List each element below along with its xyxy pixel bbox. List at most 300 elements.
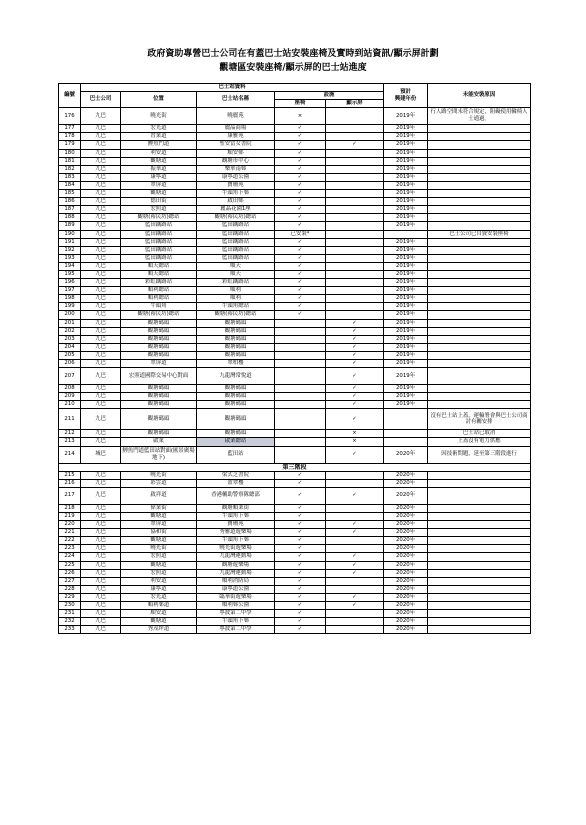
cell-seat: ✓ — [275, 165, 326, 173]
cell-location: 觀塘碼頭 — [121, 343, 197, 351]
cell-stop: 牛頭角下邨 — [197, 537, 275, 545]
cell-location: 順天總站 — [121, 262, 197, 270]
cell-location: 順安道 — [121, 610, 197, 618]
cell-index: 180 — [59, 149, 81, 157]
cell-company: 九巴 — [81, 537, 121, 545]
cell-reason — [428, 335, 531, 343]
cell-seat: ✓ — [275, 254, 326, 262]
cell-seat: ✓ — [275, 238, 326, 246]
table-row — [59, 343, 531, 351]
cell-company: 九巴 — [81, 585, 121, 593]
table-row — [59, 141, 531, 149]
cell-company: 九巴 — [81, 438, 121, 446]
cell-location: 彩虹鐵路站 — [121, 279, 197, 287]
cell-year: 2019年 — [384, 222, 428, 230]
table-row — [59, 446, 531, 463]
header-seat: 座椅 — [275, 100, 326, 108]
cell-seat: ✓ — [275, 618, 326, 626]
cell-company: 九巴 — [81, 529, 121, 537]
cell-reason — [428, 360, 531, 368]
cell-company: 九巴 — [81, 512, 121, 520]
table-body — [59, 108, 531, 634]
cell-reason — [428, 246, 531, 254]
cell-company: 九巴 — [81, 351, 121, 359]
cell-stop: 牛頭角下邨 — [197, 190, 275, 198]
cell-location: 康寧道 — [121, 173, 197, 181]
cell-stop: 牛頭角下邨 — [197, 618, 275, 626]
cell-location: 牛頭角 — [121, 303, 197, 311]
cell-reason: 行人路空間未符合規定，阻礙使用輪椅人士通過。 — [428, 108, 531, 125]
table-row — [59, 504, 531, 512]
cell-display — [326, 173, 384, 181]
cell-display: ✓ — [326, 487, 384, 504]
cell-location: 宏照道國際交易中心對面 — [121, 368, 197, 385]
cell-company: 九巴 — [81, 295, 121, 303]
cell-location: 觀塘道 — [121, 561, 197, 569]
table-row — [59, 230, 531, 238]
cell-year: 2019年 — [384, 125, 428, 133]
cell-display: ✓ — [326, 553, 384, 561]
cell-display — [326, 181, 384, 189]
header-facility: 設施 — [275, 92, 384, 100]
cell-location: 啟業 — [121, 438, 197, 446]
table-row — [59, 279, 531, 287]
cell-reason — [428, 545, 531, 553]
cell-display — [326, 626, 384, 634]
cell-index: 187 — [59, 206, 81, 214]
cell-location: 康寧道 — [121, 585, 197, 593]
cell-seat: ✓ — [275, 181, 326, 189]
cell-location: 宏光道 — [121, 125, 197, 133]
cell-stop: 九龍灣運動場 — [197, 553, 275, 561]
cell-reason: 巴士公司已自資安裝座椅 — [428, 230, 531, 238]
cell-year: 2019年 — [384, 157, 428, 165]
cell-stop: 麗晶花園1座 — [197, 206, 275, 214]
cell-reason — [428, 593, 531, 601]
cell-location: 觀塘道 — [121, 190, 197, 198]
cell-display — [326, 504, 384, 512]
cell-stop: 麗晶商場 — [197, 125, 275, 133]
cell-year: 2019年 — [384, 238, 428, 246]
cell-stop: 盈翠樓 — [197, 479, 275, 487]
cell-index: 176 — [59, 108, 81, 125]
cell-location: 振華道 — [121, 165, 197, 173]
cell-index: 196 — [59, 279, 81, 287]
cell-company: 城巴 — [81, 446, 121, 463]
cell-year: 2019年 — [384, 254, 428, 262]
cell-index: 184 — [59, 181, 81, 189]
cell-year: 2019年 — [384, 327, 428, 335]
cell-year: 2019年 — [384, 303, 428, 311]
cell-location: 觀塘碼頭 — [121, 393, 197, 401]
cell-stop: 九龍灣運動場 — [197, 569, 275, 577]
cell-year: 2019年 — [384, 270, 428, 278]
phase-label: 第三階段 — [59, 463, 531, 471]
cell-stop: 觀塘碼頭 — [197, 343, 275, 351]
cell-location: 藍田鐵路站 — [121, 246, 197, 254]
cell-seat — [275, 409, 326, 430]
cell-seat — [275, 360, 326, 368]
cell-stop: 觀塘碼頭 — [197, 385, 275, 393]
cell-seat: ✓ — [275, 270, 326, 278]
cell-seat: ✓ — [275, 157, 326, 165]
cell-reason — [428, 133, 531, 141]
cell-seat — [275, 368, 326, 385]
cell-reason — [428, 601, 531, 609]
cell-company: 九巴 — [81, 222, 121, 230]
cell-location: 觀塘道 — [121, 157, 197, 165]
cell-company: 九巴 — [81, 238, 121, 246]
cell-seat: ✓ — [275, 529, 326, 537]
cell-company: 九巴 — [81, 157, 121, 165]
table-row — [59, 487, 531, 504]
table-row — [59, 246, 531, 254]
cell-reason — [428, 487, 531, 504]
cell-stop: 梁式芝書院 — [197, 471, 275, 479]
cell-year: 2019年 — [384, 351, 428, 359]
cell-reason — [428, 262, 531, 270]
cell-year: 2020年 — [384, 537, 428, 545]
cell-display — [326, 311, 384, 319]
cell-year: 2019年 — [384, 173, 428, 181]
table-row — [59, 108, 531, 125]
cell-index: 191 — [59, 238, 81, 246]
cell-display: ✓ — [326, 360, 384, 368]
cell-stop: 寶珊苑 — [197, 521, 275, 529]
cell-reason — [428, 479, 531, 487]
cell-seat: ✓ — [275, 125, 326, 133]
cell-seat — [275, 430, 326, 438]
cell-index: 220 — [59, 521, 81, 529]
cell-seat: ✓ — [275, 295, 326, 303]
cell-stop: 彩虹鐵路站 — [197, 279, 275, 287]
cell-stop: 觀塘碼頭 — [197, 319, 275, 327]
table-row — [59, 327, 531, 335]
cell-company: 九巴 — [81, 230, 121, 238]
cell-stop: 九龍灣常悅道 — [197, 368, 275, 385]
cell-reason — [428, 165, 531, 173]
cell-location: 協和街 — [121, 529, 197, 537]
cell-seat: ✓ — [275, 471, 326, 479]
cell-year: 2019年 — [384, 190, 428, 198]
cell-seat: ✓ — [275, 246, 326, 254]
cell-company: 九巴 — [81, 610, 121, 618]
cell-display — [326, 479, 384, 487]
cell-year: 2020年 — [384, 593, 428, 601]
cell-index: 210 — [59, 401, 81, 409]
cell-display: ✓ — [326, 561, 384, 569]
cell-seat: ✓ — [275, 198, 326, 206]
cell-location: 觀塘碼頭 — [121, 401, 197, 409]
cell-display — [326, 303, 384, 311]
cell-stop: 寶珊苑 — [197, 181, 275, 189]
cell-location: 曉光街 — [121, 471, 197, 479]
cell-year: 2019年 — [384, 108, 428, 125]
cell-reason — [428, 504, 531, 512]
cell-display — [326, 190, 384, 198]
document-subtitle: 觀塘區安裝座椅/顯示屏的巴士站進度 — [219, 63, 367, 73]
cell-index: 214 — [59, 446, 81, 463]
cell-company: 九巴 — [81, 303, 121, 311]
cell-index: 202 — [59, 327, 81, 335]
cell-reason — [428, 393, 531, 401]
document-title: 政府資助專營巴士公司在有蓋巴士站安裝座椅及實時到站資訊/顯示屏計劃 — [147, 49, 439, 59]
cell-seat: ✓ — [275, 593, 326, 601]
cell-seat — [275, 401, 326, 409]
cell-year: 2020年 — [384, 545, 428, 553]
table-row — [59, 569, 531, 577]
header-group: 巴士站資料 — [81, 84, 384, 92]
cell-company: 九巴 — [81, 593, 121, 601]
cell-location: 德田街 — [121, 198, 197, 206]
cell-year: 2020年 — [384, 521, 428, 529]
cell-index: 209 — [59, 393, 81, 401]
cell-seat: ✓ — [275, 141, 326, 149]
cell-location: 藍田鐵路站 — [121, 222, 197, 230]
cell-index: 193 — [59, 254, 81, 262]
cell-reason — [428, 222, 531, 230]
cell-reason — [428, 319, 531, 327]
cell-display — [326, 287, 384, 295]
cell-company: 九巴 — [81, 125, 121, 133]
table-row — [59, 618, 531, 626]
cell-index: 230 — [59, 601, 81, 609]
table-row — [59, 545, 531, 553]
table-row — [59, 173, 531, 181]
cell-year: 2019年 — [384, 149, 428, 157]
table-row — [59, 430, 531, 438]
cell-location: 偉業街 — [121, 504, 197, 512]
cell-location: 彩雲道 — [121, 479, 197, 487]
cell-index: 203 — [59, 335, 81, 343]
cell-seat: ✓ — [275, 303, 326, 311]
cell-display — [326, 262, 384, 270]
cell-reason — [428, 626, 531, 634]
cell-display: ✓ — [326, 319, 384, 327]
table-row — [59, 385, 531, 393]
cell-year: 2020年 — [384, 569, 428, 577]
cell-stop: 順利 — [197, 295, 275, 303]
cell-location: 曉光街 — [121, 545, 197, 553]
cell-seat: ✓ — [275, 569, 326, 577]
cell-index: 207 — [59, 368, 81, 385]
cell-display: ✓ — [326, 335, 384, 343]
cell-year: 2020年 — [384, 487, 428, 504]
cell-index: 228 — [59, 585, 81, 593]
cell-location: 秀茂坪道 — [121, 626, 197, 634]
cell-index: 221 — [59, 529, 81, 537]
table-row — [59, 512, 531, 520]
cell-reason — [428, 279, 531, 287]
cell-stop: 觀塘(裕民坊)總站 — [197, 214, 275, 222]
cell-reason: 因技術問題，延至第三階段進行 — [428, 446, 531, 463]
cell-stop: 藍田鐵路站 — [197, 254, 275, 262]
cell-seat — [275, 319, 326, 327]
cell-display: ✓ — [326, 521, 384, 529]
cell-stop: 曉麗苑 — [197, 108, 275, 125]
cell-index: 223 — [59, 545, 81, 553]
cell-stop: 藍田鐵路站 — [197, 246, 275, 254]
cell-location: 藍田鐵路站 — [121, 238, 197, 246]
table-row — [59, 222, 531, 230]
cell-index: 231 — [59, 610, 81, 618]
cell-year: 2019年 — [384, 133, 428, 141]
cell-seat: ✓ — [275, 521, 326, 529]
cell-display — [326, 165, 384, 173]
table-row — [59, 133, 531, 141]
cell-stop: 觀塘碼頭 — [197, 393, 275, 401]
cell-seat: ✓ — [275, 133, 326, 141]
cell-location: 翠屏道 — [121, 521, 197, 529]
cell-location: 觀塘(裕民坊)總站 — [121, 214, 197, 222]
cell-company: 九巴 — [81, 569, 121, 577]
cell-index: 178 — [59, 133, 81, 141]
table-row — [59, 206, 531, 214]
cell-company: 九巴 — [81, 553, 121, 561]
cell-company: 九巴 — [81, 262, 121, 270]
table-row — [59, 585, 531, 593]
cell-index: 229 — [59, 593, 81, 601]
table-row — [59, 295, 531, 303]
cell-stop: 觀塘市中心 — [197, 157, 275, 165]
cell-year: 2020年 — [384, 610, 428, 618]
header-stop: 巴士站名稱 — [197, 92, 275, 108]
cell-company: 九巴 — [81, 311, 121, 319]
cell-index: 216 — [59, 479, 81, 487]
cell-display — [326, 618, 384, 626]
cell-index: 225 — [59, 561, 81, 569]
cell-reason — [428, 125, 531, 133]
cell-location: 觀塘碼頭 — [121, 319, 197, 327]
table-row — [59, 401, 531, 409]
cell-company: 九巴 — [81, 626, 121, 634]
cell-year: 2019年 — [384, 165, 428, 173]
cell-year: 2019年 — [384, 385, 428, 393]
cell-reason — [428, 512, 531, 520]
cell-seat: ✓ — [275, 149, 326, 157]
cell-display: ✓ — [326, 393, 384, 401]
cell-seat: ✓ — [275, 311, 326, 319]
cell-index: 186 — [59, 198, 81, 206]
cell-stop: 順利邨公園 — [197, 601, 275, 609]
cell-stop: 順安邨 — [197, 149, 275, 157]
cell-location: 啟祥道 — [121, 487, 197, 504]
cell-seat: × — [275, 108, 326, 125]
cell-seat: ✓ — [275, 173, 326, 181]
cell-seat: ✓ — [275, 626, 326, 634]
cell-reason — [428, 287, 531, 295]
cell-display: ✓ — [326, 593, 384, 601]
cell-reason — [428, 149, 531, 157]
cell-seat: ✓ — [275, 610, 326, 618]
cell-index: 199 — [59, 303, 81, 311]
cell-location: 宏光道 — [121, 593, 197, 601]
cell-company: 九巴 — [81, 618, 121, 626]
cell-company: 九巴 — [81, 393, 121, 401]
table-row — [59, 626, 531, 634]
cell-seat: ✓ — [275, 512, 326, 520]
cell-company: 九巴 — [81, 521, 121, 529]
cell-display: ✓ — [326, 327, 384, 335]
cell-index: 204 — [59, 343, 81, 351]
phase-divider-row — [59, 463, 531, 471]
table-row — [59, 529, 531, 537]
cell-seat: ✓ — [275, 487, 326, 504]
table-row — [59, 393, 531, 401]
cell-company: 九巴 — [81, 279, 121, 287]
cell-year: 2019年 — [384, 295, 428, 303]
cell-index: 218 — [59, 504, 81, 512]
cell-index: 177 — [59, 125, 81, 133]
cell-index: 192 — [59, 246, 81, 254]
cell-year: 2019年 — [384, 181, 428, 189]
cell-seat: 已安裝* — [275, 230, 326, 238]
table-row — [59, 287, 531, 295]
cell-display: ✓ — [326, 385, 384, 393]
cell-display: ✓ — [326, 351, 384, 359]
cell-stop: 牛頭角總站 — [197, 303, 275, 311]
cell-reason — [428, 569, 531, 577]
cell-company: 九巴 — [81, 214, 121, 222]
cell-index: 195 — [59, 270, 81, 278]
cell-reason — [428, 206, 531, 214]
table-row — [59, 165, 531, 173]
cell-stop: 臨華街遊樂場 — [197, 593, 275, 601]
table-row — [59, 254, 531, 262]
cell-company: 九巴 — [81, 368, 121, 385]
cell-stop: 寧波第二中學 — [197, 610, 275, 618]
table-row — [59, 311, 531, 319]
cell-reason — [428, 351, 531, 359]
cell-year: 2019年 — [384, 368, 428, 385]
table-row — [59, 351, 531, 359]
cell-location: 觀塘道 — [121, 537, 197, 545]
cell-stop: 觀塘碼頭 — [197, 409, 275, 430]
cell-year: 2019年 — [384, 214, 428, 222]
cell-company: 九巴 — [81, 165, 121, 173]
progress-table — [58, 83, 531, 634]
cell-index: 206 — [59, 360, 81, 368]
cell-display — [326, 214, 384, 222]
cell-seat: ✓ — [275, 190, 326, 198]
cell-year: 2019年 — [384, 335, 428, 343]
cell-location: 曉光街 — [121, 108, 197, 125]
cell-reason — [428, 553, 531, 561]
cell-year — [384, 430, 428, 438]
cell-display — [326, 149, 384, 157]
cell-reason — [428, 521, 531, 529]
cell-stop: 樂華南邨 — [197, 165, 275, 173]
cell-display: ✓ — [326, 529, 384, 537]
cell-stop: 翠柏樓 — [197, 360, 275, 368]
cell-reason: 沒有巴士站上蓋，運輸署會與巴士公司商討有關安排 — [428, 409, 531, 430]
table-row — [59, 601, 531, 609]
cell-seat: ✓ — [275, 206, 326, 214]
cell-display: ✓ — [326, 601, 384, 609]
cell-year: 2020年 — [384, 553, 428, 561]
cell-display — [326, 157, 384, 165]
cell-seat — [275, 335, 326, 343]
cell-year: 2020年 — [384, 601, 428, 609]
table-row — [59, 303, 531, 311]
cell-stop: 順利消防局 — [197, 577, 275, 585]
cell-index: 213 — [59, 438, 81, 446]
cell-index: 212 — [59, 430, 81, 438]
cell-stop: 觀塘碼頭 — [197, 335, 275, 343]
cell-display — [326, 545, 384, 553]
table-row — [59, 593, 531, 601]
cell-display — [326, 198, 384, 206]
